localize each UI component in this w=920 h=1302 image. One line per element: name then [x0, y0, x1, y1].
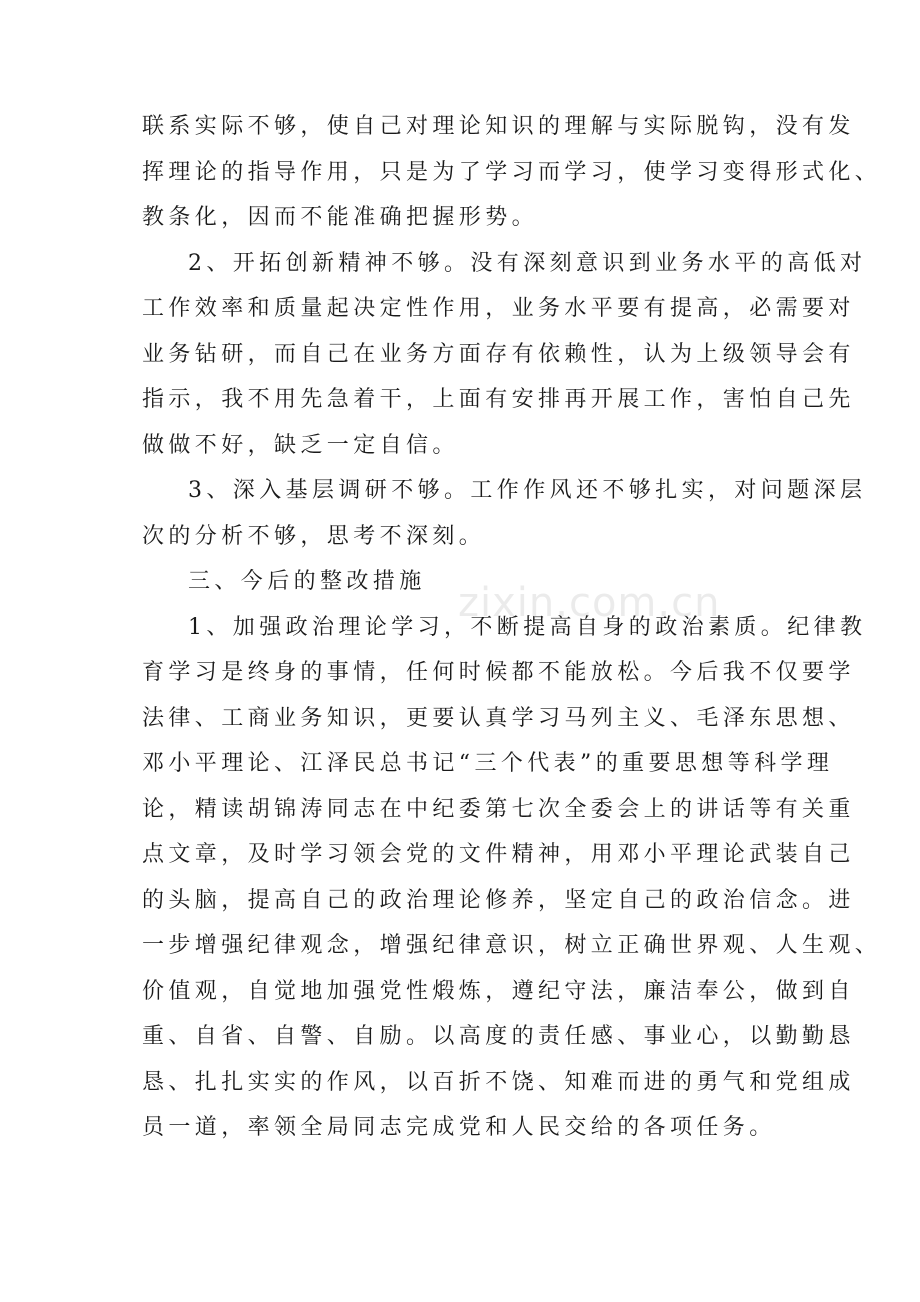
text-line: 指示，我不用先急着干，上面有安排再开展工作，害怕自己先	[142, 387, 855, 412]
text-line: 挥理论的指导作用，只是为了学习而学习，使学习变得形式化、	[142, 159, 882, 185]
text-line: 点文章，及时学习领会党的文件精神，用邓小平理论武装自己	[142, 842, 855, 867]
text-line: 育学习是终身的事情，任何时候都不能放松。今后我不仅要学	[142, 660, 855, 685]
text-line: 次的分析不够，思考不深刻。	[142, 523, 486, 549]
text-line: 的头脑，提高自己的政治理论修养，坚定自己的政治信念。进	[142, 887, 855, 913]
text-line: 教条化，因而不能准确把握形势。	[142, 205, 539, 230]
text-line: 业务钻研，而自己在业务方面存有依赖性，认为上级领导会有	[142, 341, 855, 367]
watermark: zixin.com.cn	[458, 580, 721, 626]
text-line: 论，精读胡锦涛同志在中纪委第七次全委会上的讲话等有关重	[142, 796, 855, 822]
section-heading: 三、今后的整改措施	[188, 569, 426, 594]
text-line: 做做不好，缺乏一定自信。	[142, 432, 459, 458]
text-line: 重、自省、自警、自励。以高度的责任感、事业心，以勤勤恳	[142, 1024, 855, 1049]
text-line: 恳、扎扎实实的作风，以百折不饶、知难而进的勇气和党组成	[142, 1069, 855, 1095]
text-line: 邓小平理论、江泽民总书记“三个代表”的重要思想等科学理	[142, 751, 834, 776]
text-line: 一步增强纪律观念，增强纪律意识，树立正确世界观、人生观、	[142, 933, 882, 958]
text-line: 工作效率和质量起决定性作用，业务水平要有提高，必需要对	[142, 296, 855, 321]
document-body	[142, 104, 882, 1151]
paragraph-start-line: 2、开拓创新精神不够。没有深刻意识到业务水平的高低对	[188, 250, 867, 276]
paragraph-start-line: 1、加强政治理论学习，不断提高自身的政治素质。纪律教	[188, 614, 867, 640]
text-line: 员一道，率领全局同志完成党和人民交给的各项任务。	[142, 1115, 776, 1140]
paragraph-start-line: 3、深入基层调研不够。工作作风还不够扎实，对问题深层	[188, 478, 867, 503]
text-line: 法律、工商业务知识，更要认真学习马列主义、毛泽东思想、	[142, 705, 855, 731]
text-line: 联系实际不够，使自己对理论知识的理解与实际脱钩，没有发	[142, 114, 855, 139]
text-line: 价值观，自觉地加强党性煅炼，遵纪守法，廉洁奉公，做到自	[142, 978, 855, 1004]
